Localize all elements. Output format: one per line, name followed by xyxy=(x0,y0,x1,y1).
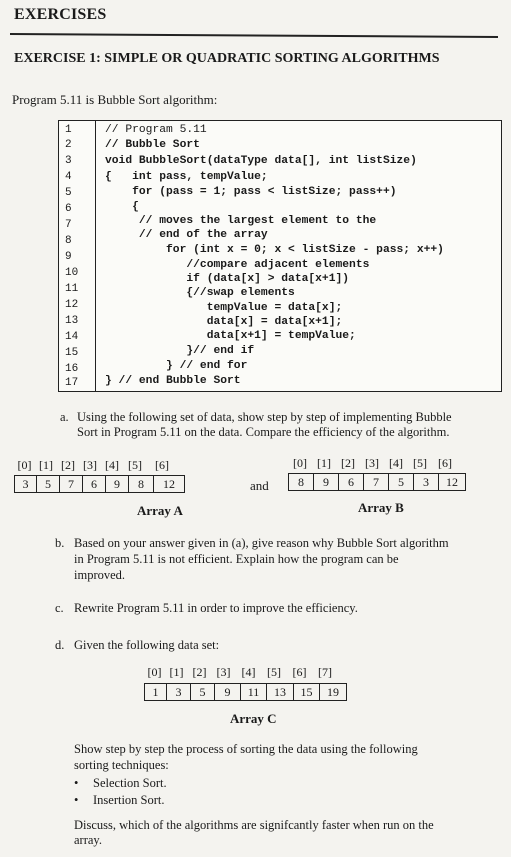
question-b-line1: Based on your answer given in (a), give reason why Bubble Sort algorithm xyxy=(74,536,449,550)
question-b-line3: improved. xyxy=(74,568,126,582)
array-index: [3] xyxy=(83,458,97,472)
array-cell: 8 xyxy=(289,474,314,491)
array-cell: 5 xyxy=(191,684,215,701)
array-cell: 19 xyxy=(320,684,347,701)
array-index: [3] xyxy=(365,456,379,470)
array-index: [3] xyxy=(216,665,231,679)
array-cell: 7 xyxy=(364,474,389,491)
question-c-text: Rewrite Program 5.11 in order to improve the efficiency. xyxy=(74,601,358,615)
code-line: { int pass, tempValue; xyxy=(105,171,268,183)
exercise-title: EXERCISE 1: SIMPLE OR QUADRATIC SORTING ALGORITHMS xyxy=(14,51,440,66)
array-cell: 6 xyxy=(339,474,364,491)
question-b-label: b. xyxy=(55,536,65,550)
array-index: [5] xyxy=(413,456,427,470)
code-line: data[x+1] = tempValue; xyxy=(105,330,356,342)
bullet-icon: • xyxy=(74,793,79,807)
code-line: tempValue = data[x]; xyxy=(105,302,343,314)
array-cell: 5 xyxy=(389,474,414,491)
question-a-line1: Using the following set of data, show step by step of implementing Bubble xyxy=(77,410,452,424)
question-c-label: c. xyxy=(55,601,64,615)
intro-text: Program 5.11 is Bubble Sort algorithm: xyxy=(12,92,218,107)
array-index: [5] xyxy=(128,458,142,472)
line-number: 5 xyxy=(65,187,72,199)
array-cell: 12 xyxy=(439,474,466,491)
code-line: {//swap elements xyxy=(105,287,295,299)
and-text: and xyxy=(250,478,269,493)
array-index: [0] xyxy=(147,665,162,679)
array-index: [4] xyxy=(105,458,119,472)
array-cell: 15 xyxy=(294,684,320,701)
array-cell: 7 xyxy=(60,476,83,493)
array-c-table xyxy=(144,683,347,701)
array-cell: 11 xyxy=(241,684,267,701)
line-number: 11 xyxy=(65,283,79,295)
line-number: 7 xyxy=(65,219,72,231)
array-cell: 8 xyxy=(129,476,154,493)
bullet-item: Selection Sort. xyxy=(93,776,167,790)
array-cell: 5 xyxy=(37,476,60,493)
array-index: [2] xyxy=(341,456,355,470)
question-b-line2: in Program 5.11 is not efficient. Explain how the program can be xyxy=(74,552,399,566)
array-cell: 3 xyxy=(167,684,191,701)
line-number: 10 xyxy=(65,267,79,279)
array-b-indices xyxy=(288,456,458,471)
array-cell: 9 xyxy=(215,684,241,701)
code-line: // end of the array xyxy=(105,229,268,241)
page-title: EXERCISES xyxy=(14,6,107,23)
array-index: [6] xyxy=(155,458,169,472)
line-number: 13 xyxy=(65,315,79,327)
bullet-item: Insertion Sort. xyxy=(93,793,165,807)
code-line: for (int x = 0; x < listSize - pass; x++) xyxy=(105,244,444,256)
array-c-indices xyxy=(144,665,338,680)
line-number: 3 xyxy=(65,155,72,167)
array-index: [7] xyxy=(318,665,332,679)
array-cell: 13 xyxy=(267,684,294,701)
bullet-icon: • xyxy=(74,776,79,790)
question-d-label: d. xyxy=(55,638,65,652)
code-listing xyxy=(58,120,502,392)
array-index: [6] xyxy=(438,456,452,470)
array-cell: 3 xyxy=(414,474,439,491)
array-index: [1] xyxy=(39,458,53,472)
line-number: 15 xyxy=(65,347,79,359)
question-d-show-line1: Show step by step the process of sorting the data using the following xyxy=(74,742,418,756)
question-d-discuss-line1: Discuss, which of the algorithms are signifcantly faster when run on the xyxy=(74,818,434,832)
array-cell: 1 xyxy=(145,684,167,701)
line-number: 8 xyxy=(65,235,72,247)
array-index: [2] xyxy=(61,458,75,472)
array-index: [1] xyxy=(317,456,331,470)
code-line: } // end for xyxy=(105,360,248,372)
code-line: data[x] = data[x+1]; xyxy=(105,316,343,328)
question-d-text: Given the following data set: xyxy=(74,638,220,652)
line-number: 17 xyxy=(65,377,79,389)
code-line: // Bubble Sort xyxy=(105,139,200,151)
array-index: [6] xyxy=(292,665,307,679)
line-number: 4 xyxy=(65,171,72,183)
code-line: { xyxy=(105,201,139,213)
array-b-table xyxy=(288,473,466,491)
line-number: 6 xyxy=(65,203,72,215)
array-cell: 12 xyxy=(154,476,185,493)
array-index: [4] xyxy=(241,665,256,679)
code-line: if (data[x] > data[x+1]) xyxy=(105,273,350,285)
array-c-label: Array C xyxy=(230,711,277,726)
array-index: [1] xyxy=(169,665,184,679)
question-a-label: a. xyxy=(60,410,69,424)
question-d-show-line2: sorting techniques: xyxy=(74,758,169,772)
line-number: 9 xyxy=(65,251,72,263)
line-number: 14 xyxy=(65,331,79,343)
line-number: 2 xyxy=(65,139,72,151)
code-line: //compare adjacent elements xyxy=(105,259,370,271)
array-index: [0] xyxy=(17,458,32,472)
line-number: 16 xyxy=(65,363,79,375)
array-index: [2] xyxy=(192,665,207,679)
array-cell: 9 xyxy=(314,474,339,491)
array-a-indices xyxy=(14,458,177,473)
array-cell: 3 xyxy=(15,476,37,493)
code-line: }// end if xyxy=(105,345,255,357)
array-a-label: Array A xyxy=(137,503,183,518)
line-number: 1 xyxy=(65,124,72,136)
line-number-column xyxy=(59,121,96,391)
array-cell: 9 xyxy=(106,476,129,493)
question-d-discuss-line2: array. xyxy=(74,833,102,847)
code-line: // moves the largest element to the xyxy=(105,215,377,227)
line-number: 12 xyxy=(65,299,79,311)
code-line: void BubbleSort(dataType data[], int listSize) xyxy=(105,155,417,167)
array-index: [4] xyxy=(389,456,403,470)
array-b-label: Array B xyxy=(358,500,404,515)
question-a-line2: Sort in Program 5.11 on the data. Compare the efficiency of the algorithm. xyxy=(77,425,450,439)
array-cell: 6 xyxy=(83,476,106,493)
array-index: [5] xyxy=(267,665,281,679)
title-divider xyxy=(10,33,498,38)
array-index: [0] xyxy=(293,456,307,470)
code-line: } // end Bubble Sort xyxy=(105,375,241,387)
code-line: for (pass = 1; pass < listSize; pass++) xyxy=(105,186,397,198)
code-line: // Program 5.11 xyxy=(105,124,207,136)
array-a-table xyxy=(14,475,185,493)
